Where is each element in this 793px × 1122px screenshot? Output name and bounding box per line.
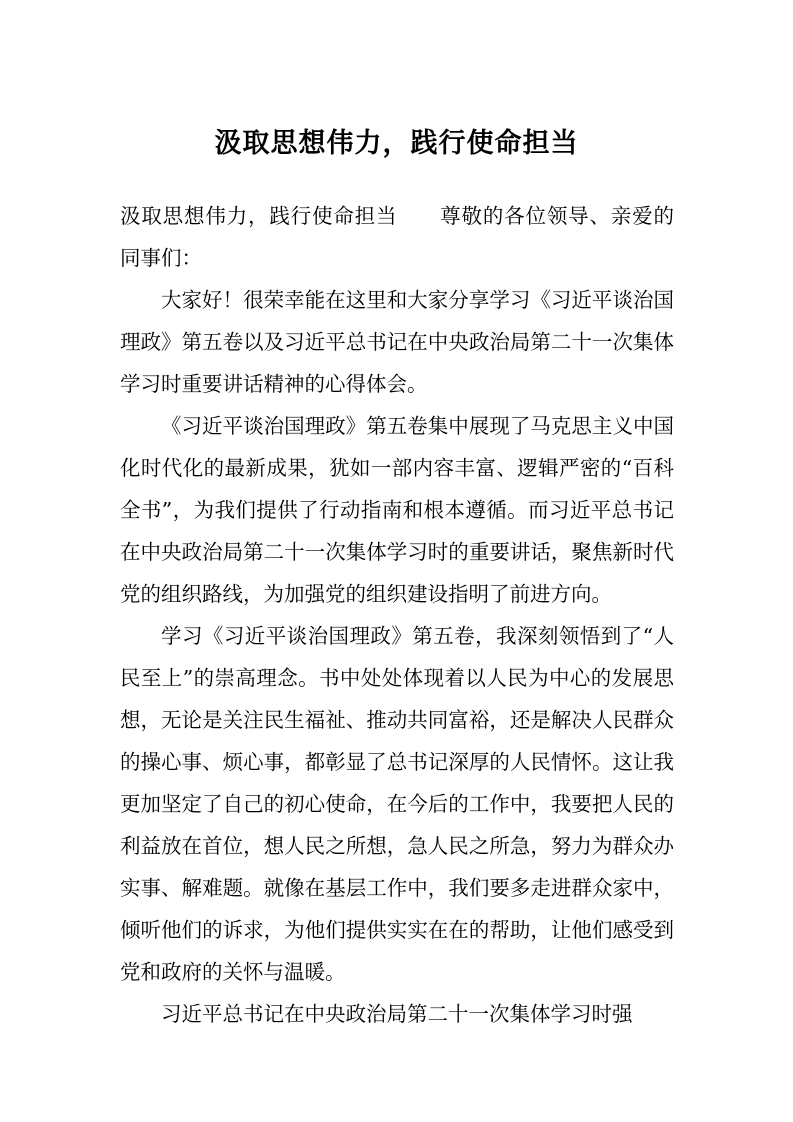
paragraph-2: 《习近平谈治国理政》第五卷集中展现了马克思主义中国化时代化的最新成果，犹如一部内容丰富、逻辑严密的“百科全书”，为我们提供了行动指南和根本遵循。而习近平总书记在中央政治局第二十一次集体学习时的重要讲话，聚焦新时代党的组织路线，为加强党的组织建设指明了前进方向。 — [120, 414, 674, 606]
document-title: 汲取思想伟力，践行使命担当 — [214, 128, 579, 159]
paragraph-4: 习近平总书记在中央政治局第二十一次集体学习时强 — [161, 1002, 633, 1026]
salutation: 尊敬的各位领导、亲爱的同事们： — [120, 204, 675, 270]
opening-line — [120, 195, 674, 279]
paragraph-1: 大家好！很荣幸能在这里和大家分享学习《习近平谈治国理政》第五卷以及习近平总书记在中央政治局第二十一次集体学习时重要讲话精神的心得体会。 — [120, 288, 674, 396]
opening-heading-repeat: 汲取思想伟力，践行使命担当 — [120, 204, 398, 228]
paragraph-3: 学习《习近平谈治国理政》第五卷，我深刻领悟到了“人民至上”的崇高理念。书中处处体现着以人民为中心的发展思想，无论是关注民生福祉、推动共同富裕，还是解决人民群众的操心事、烦心事，都彰显了总书记深厚的人民情怀。这让我更加坚定了自己的初心使命，在今后的工作中，我要把人民的利益放在首位，想人民之所想，急人民之所急，努力为群众办实事、解难题。就像在基层工作中，我们要多走进群众家中，倾听他们的诉求，为他们提供实实在在的帮助，让他们感受到党和政府的关怀与温暖。 — [120, 624, 674, 984]
document-body — [120, 195, 674, 1035]
